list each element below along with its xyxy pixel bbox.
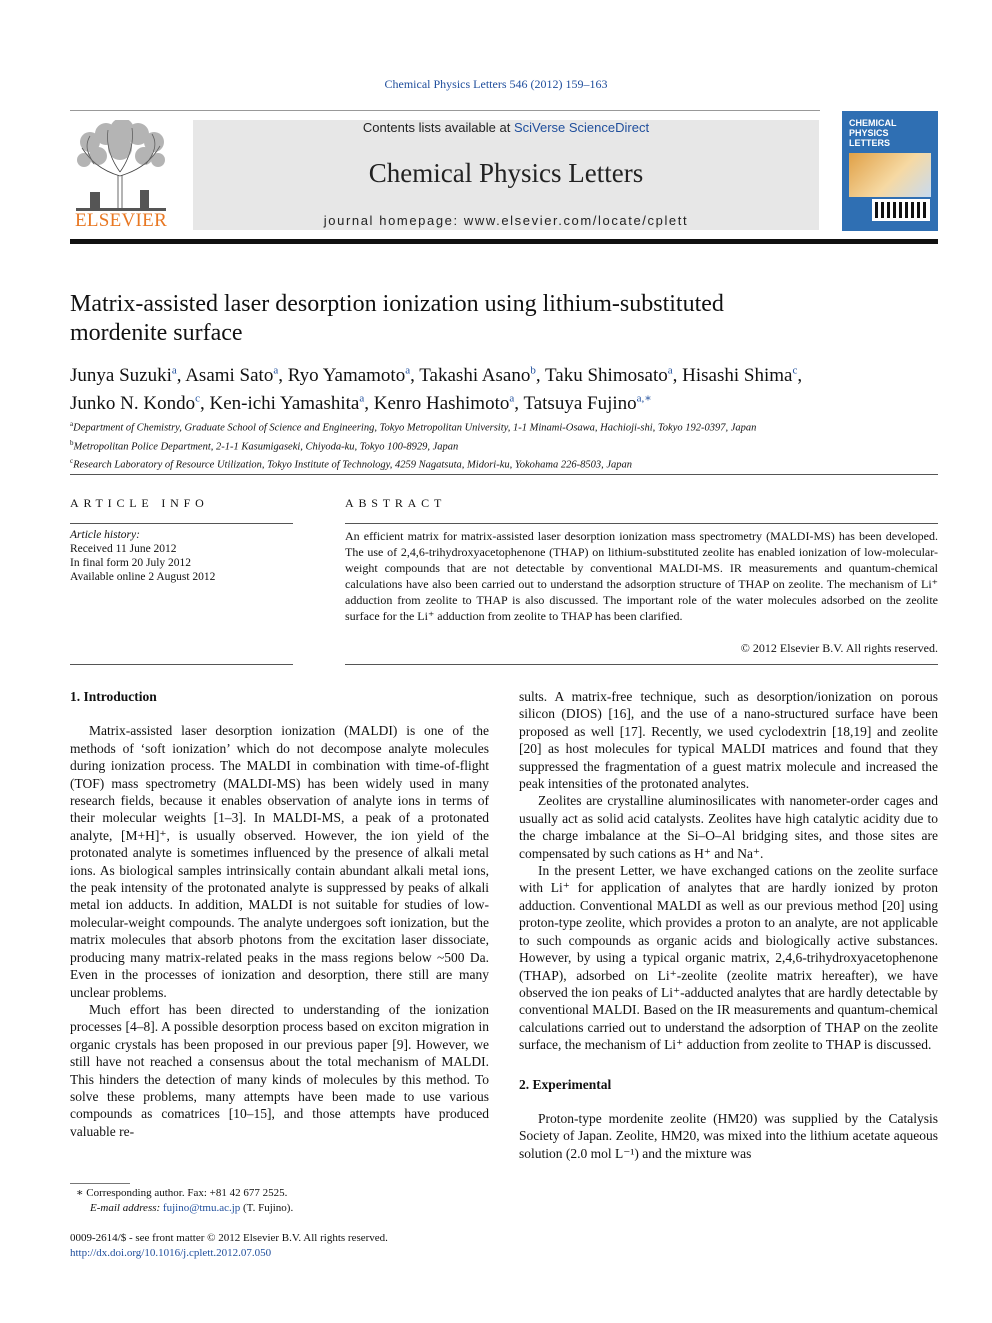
email-link[interactable]: fujino@tmu.ac.jp [162, 1202, 241, 1214]
author-name[interactable]: Takashi Asano [419, 365, 531, 387]
abstract-rule [345, 523, 938, 524]
history-revised: In final form 20 July 2012 [70, 557, 192, 569]
history-online: Available online 2 August 2012 [70, 571, 216, 583]
author: Hisashi Shima$^c$, [682, 365, 803, 387]
contents-line [193, 120, 819, 135]
author: Junko N. Kondo$^c$, [70, 392, 210, 414]
info-rule-bottom [70, 664, 293, 665]
author-affiliation-mark[interactable]: a [405, 365, 411, 377]
body-paragraph: Matrix-assisted laser desorption ionization (MALDI) is one of the methods of ‘soft ionization’ which do not decompose analyte molecules during ionization process. The MALDI in combination with time-of-flight (TOF) mass spectrometry (MALDI-MS) has been widely used in many research fields, because it enables observation of analyte ions in terms of their molecular weights [1–3]. In MALDI-MS, a peak of a protonated analyte, [M+H]⁺, is usually observed. However, the ion yield of the protonated analyte is sometimes influenced by the presence of alkali metal ions. As biological samples intrinsically contain abundant alkali metal ions, the peak intensity of the protonated analyte is suppressed by peaks of alkali metal ion adducts. In addition, MALDI is not suitable for studies of low-molecular-weight compounds. The analyte undergoes soft ionization, but the matrix molecules that absorb photons from the excitation laser dissociate, producing many matrix-related peaks in the mass regions below ~500 Da. Even in the processes of ionization and desorption, there still are many unclear problems. [70, 723, 489, 1000]
copyright: © 2012 Elsevier B.V. All rights reserved. [740, 641, 938, 655]
abstract-text: An efficient matrix for matrix-assisted laser desorption ionization mass spectrometry (MALDI-MS) has been developed. The use of 2,4,6-trihydroxyacetophenone (THAP) on lithium-substituted zeolite has enabled ionization of low-molecular-weight compounds that are not detectable by conventional MALDI-MS. IR measurements and quantum-chemical calculations have also been carried out to understand the adsorption structure of THAP on zeolite. The mechanism of Li⁺ adduction from zeolite to THAP is also discussed. The important role of the water molecules adsorbed on the zeolite surface for the Li⁺ adduction from zeolite to THAP has been clarified. [345, 529, 938, 623]
corresponding-author-note: ∗ Corresponding author. Fax: +81 42 677 2525. [76, 1187, 288, 1199]
body-left-column [70, 688, 489, 1140]
abstract-heading: ABSTRACT [345, 496, 447, 510]
affiliation [70, 417, 938, 436]
body-right-column [519, 688, 938, 1162]
author-name[interactable]: Taku Shimosato [545, 365, 668, 387]
author-affiliation-mark[interactable]: a [171, 365, 177, 377]
author-name[interactable]: Junya Suzuki [70, 365, 172, 387]
author: Junya Suzuki$^a$, [70, 365, 186, 387]
section-heading-introduction: 1. Introduction [70, 689, 157, 704]
author-affiliation-mark[interactable]: c [792, 365, 798, 377]
sciencedirect-link[interactable]: SciVerse ScienceDirect [513, 120, 650, 135]
footnote-rule [70, 1183, 130, 1184]
article-info-heading: ARTICLE INFO [70, 496, 209, 510]
email-suffix: (T. Fujino). [240, 1202, 294, 1214]
cover-title-line: CHEMICAL [849, 118, 897, 128]
author: Takashi Asano$^b$, [419, 365, 546, 387]
body-paragraph: In the present Letter, we have exchanged cations on the zeolite surface with Li⁺ for application of analytes that are hardly ionized by proton adduction. Conventional MALDI as well as our previous method [20] using proton-type zeolite, which provides a proton to an analyte, are not applicable to such compounds as organic acids and biologically active substances. However, by using a typical organic matrix, 2,4,6-trihydroxyacetophenone (THAP), adsorbed on Li⁺-zeolite (zeolite matrix hereafter), we have observed the ion peaks of Li⁺-adducted analytes that are hardly detectable by conventional MALDI. Based on the IR measurements and quantum-chemical calculations carried out to understand the adsorption of THAP on the zeolite surface, the mechanism of Li⁺ adduction from zeolite to THAP is discussed. [519, 863, 938, 1053]
elsevier-logo [70, 120, 172, 232]
article-title-line: mordenite surface [70, 320, 243, 346]
author: Taku Shimosato$^a$, [545, 365, 683, 387]
affiliation [70, 454, 938, 473]
section-heading-experimental: 2. Experimental [519, 1076, 612, 1092]
cover-title [849, 118, 933, 148]
author-affiliation-mark[interactable]: a,∗ [636, 392, 652, 405]
article-title-line: Matrix-assisted laser desorption ionization using lithium-substituted [70, 291, 724, 317]
affiliation-text: Metropolitan Police Department, 2-1-1 Kasumigaseki, Chiyoda-ku, Tokyo 100-8929, Japan [73, 441, 459, 452]
author-name[interactable]: Hisashi Shima [682, 365, 793, 387]
header-divider [70, 239, 938, 244]
elsevier-wordmark: ELSEVIER [74, 210, 168, 231]
author-name[interactable]: Ken-ichi Yamashita [209, 392, 360, 414]
email-label: E-mail address: [90, 1202, 163, 1214]
cover-title-line: PHYSICS [849, 128, 889, 138]
article-history [70, 528, 293, 584]
author-name[interactable]: Tatsuya Fujino [523, 392, 637, 414]
contents-prefix: Contents lists available at [362, 120, 514, 135]
header-rule [70, 110, 820, 111]
section-divider [70, 474, 938, 475]
author: Asami Sato$^a$, [185, 365, 288, 387]
author-name[interactable]: Ryo Yamamoto [287, 365, 406, 387]
author: Ryo Yamamoto$^a$, [287, 365, 420, 387]
body-paragraph: sults. A matrix-free technique, such as desorption/ionization on porous silicon (DIOS) [16], and the use of a nano-structured surface have been proposed as well [17]. Recently, we used cyclodextrin [18,19] and zeolite [20] as host molecules for typical MALDI matrices and found that they suppressed the fragmentation of a guest matrix molecule and increased the peak intensities of the protonated analytes. [519, 689, 938, 792]
author: Kenro Hashimoto$^a$, [373, 392, 524, 414]
journal-cover-thumbnail [842, 111, 938, 231]
body-paragraph: Zeolites are crystalline aluminosilicates with nanometer-order cages and usually act as solid acid catalysts. Zeolites have high catalytic acidity due to the charge imbalance at the Si–O–Al bridging sites, and those sites are compensated by such cations as H⁺ and Na⁺. [519, 793, 938, 861]
body-paragraph: Proton-type mordenite zeolite (HM20) was supplied by the Catalysis Society of Japan. Zeolite, HM20, was mixed into the lithium acetate aqueous solution (2.0 mol L⁻¹) and the mixture was [519, 1110, 938, 1161]
author-affiliation-mark[interactable]: a [667, 365, 673, 377]
author [523, 393, 651, 414]
affiliation-list [70, 417, 938, 473]
affiliation-text: Department of Chemistry, Graduate School of Science and Engineering, Tokyo Metropolitan University, 1-1 Minami-Osawa, Hachioji-shi, Tokyo 192-0397, Japan [73, 422, 757, 434]
author-name[interactable]: Kenro Hashimoto [373, 392, 510, 414]
author-affiliation-mark[interactable]: a [359, 392, 365, 405]
author-affiliation-mark[interactable]: a [273, 365, 279, 377]
abstract-rule-bottom [345, 664, 938, 665]
author-affiliation-mark[interactable]: a [509, 392, 515, 405]
body-paragraph: Much effort has been directed to understanding of the ionization processes [4–8]. A possible desorption process based on exciton migration in organic crystals has been proposed in our previous paper [9]. However, we still have not reached a consensus about the total mechanism of MALDI. This hinders the detection of many kinds of molecules by this method. To solve these problems, many attempts have been made to use various compounds as comatrices [10–15], and those attempts have produced valuable re- [70, 1001, 489, 1139]
journal-reference[interactable]: Chemical Physics Letters 546 (2012) 159–163 [384, 77, 608, 91]
info-rule [70, 523, 293, 524]
cover-photo [849, 153, 931, 197]
affiliation-key: a [70, 420, 74, 428]
author: Ken-ichi Yamashita$^a$, [209, 392, 374, 414]
affiliation [70, 436, 938, 455]
author-name[interactable]: Asami Sato [185, 365, 274, 387]
journal-title: Chemical Physics Letters [368, 158, 644, 188]
history-label: Article history: [70, 529, 140, 541]
journal-homepage[interactable]: journal homepage: www.elsevier.com/locate/cplett [323, 213, 689, 228]
cover-barcode-icon [872, 199, 930, 221]
affiliation-key: b [70, 438, 74, 447]
affiliation-text: Research Laboratory of Resource Utilization, Tokyo Institute of Technology, 4259 Nagatsuta, Midori-ku, Yokohama 226-8503, Japan [73, 459, 633, 471]
email-line [76, 1201, 489, 1216]
author-list [70, 360, 938, 415]
doi-link[interactable]: http://dx.doi.org/10.1016/j.cplett.2012.07.050 [70, 1246, 272, 1259]
affiliation-key: c [70, 457, 74, 465]
author-affiliation-mark[interactable]: b [530, 365, 536, 377]
footnote [76, 1186, 489, 1216]
article-title [70, 290, 930, 348]
cover-title-line: LETTERS [849, 138, 891, 148]
issn-line: 0009-2614/$ - see front matter © 2012 Elsevier B.V. All rights reserved. [70, 1232, 388, 1244]
history-received: Received 11 June 2012 [70, 543, 177, 555]
bottom-meta [70, 1231, 500, 1260]
author-name[interactable]: Junko N. Kondo [70, 392, 196, 414]
author-affiliation-mark[interactable]: c [195, 392, 200, 405]
